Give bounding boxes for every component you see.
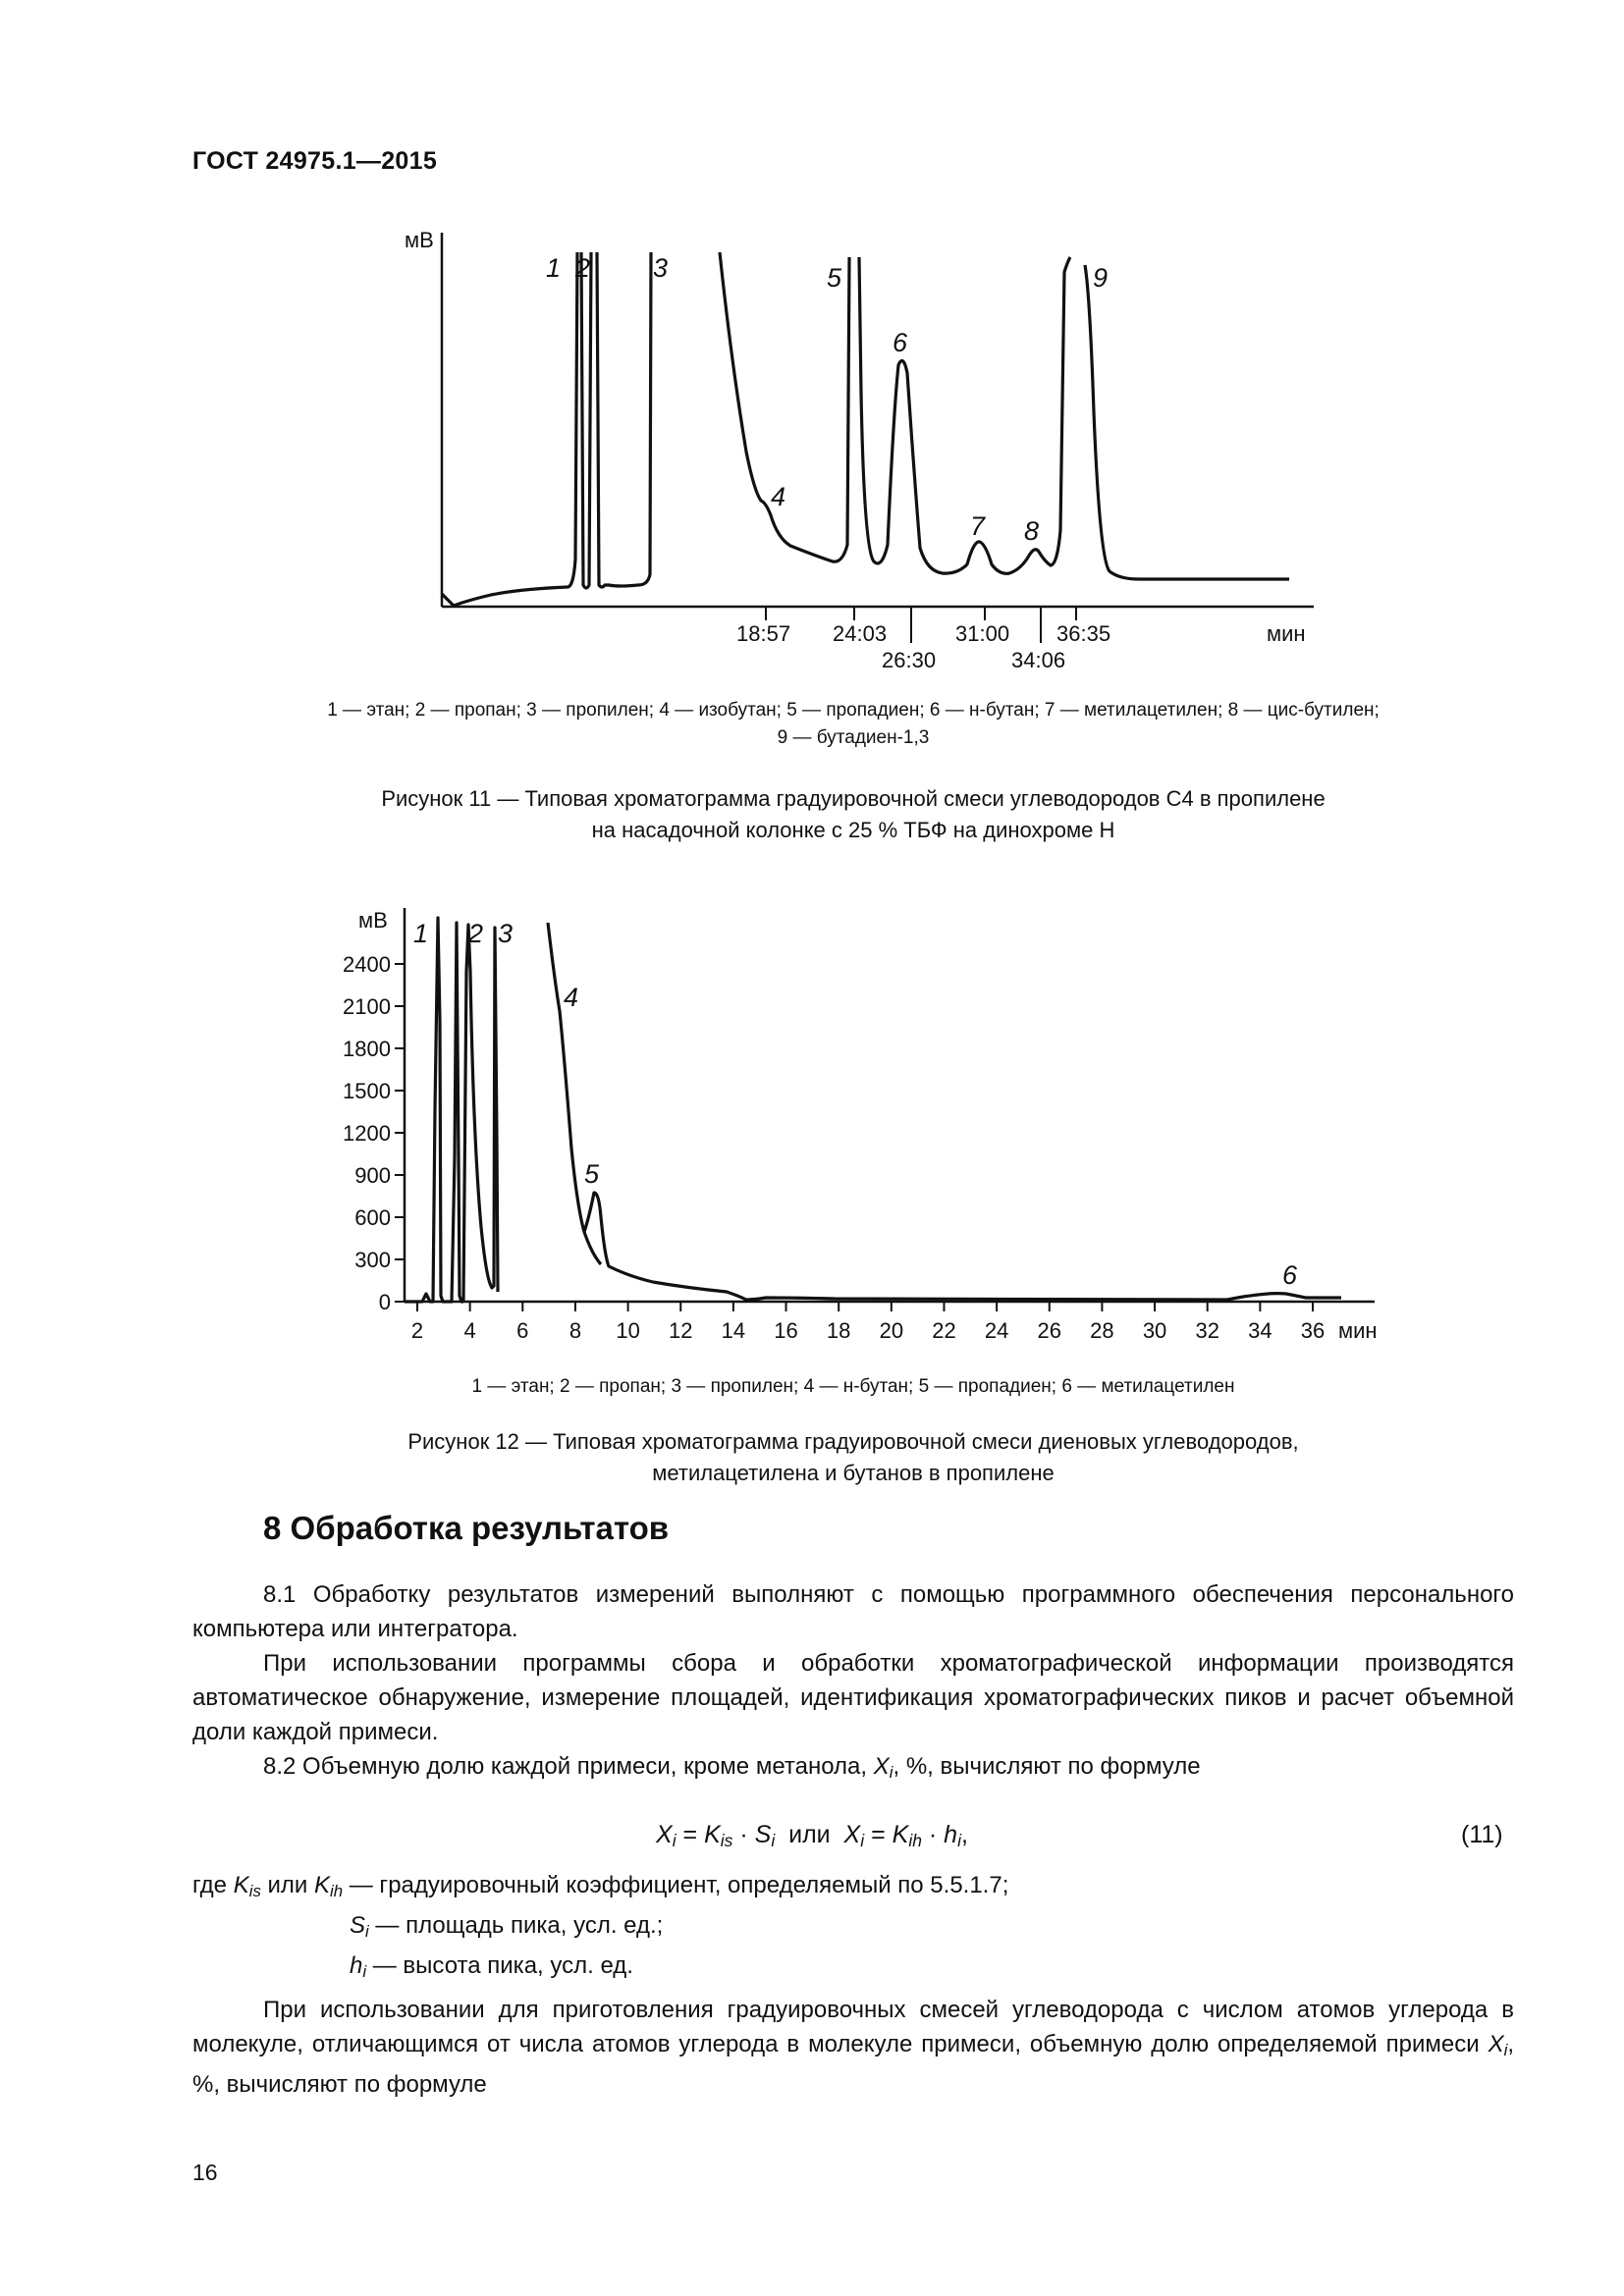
fig12-y-tick-label: 300 [354, 1248, 391, 1272]
def-height: $h_i$ — высота пика, усл. ед. [350, 1952, 633, 1981]
fig12-trace [405, 918, 1341, 1302]
fig12-peak-label-4: 4 [564, 983, 579, 1012]
fig12-x-tick-label: 10 [616, 1318, 640, 1343]
fig12-x-tick-label: 2 [410, 1318, 424, 1343]
fig12-x-unit: мин [1338, 1318, 1378, 1343]
definitions [192, 1868, 1514, 2102]
fig11-y-unit: мВ [405, 228, 434, 252]
fig12-peak-label-6: 6 [1282, 1260, 1298, 1290]
fig12-x-tick-label: 6 [516, 1318, 529, 1343]
fig11-peak-label-3: 3 [653, 253, 669, 283]
fig12-caption-line2: метилацетилена и бутанов в пропилене [652, 1461, 1055, 1485]
fig12-x-tick-label: 16 [774, 1318, 798, 1343]
fig12-x-tick-label: 28 [1090, 1318, 1114, 1343]
fig11-peak-label-9: 9 [1093, 263, 1109, 293]
fig12-x-tick-label: 18 [826, 1318, 851, 1343]
paragraph-8-1: 8.1 Обработку результатов измерений выполняют с помощью программного обеспечения персонального компьютера или интегратора. [192, 1581, 1514, 1642]
fig12-x-tick-label: 32 [1195, 1318, 1219, 1343]
formula-11: $X_i = K_{is} \cdot S_i$ или $X_i = K_{ih} \cdot h_i$, [656, 1821, 968, 1850]
fig12-x-tick-label: 30 [1142, 1318, 1167, 1343]
fig12-x-tick-label: 26 [1037, 1318, 1062, 1343]
fig11-peak-label-4: 4 [771, 482, 786, 511]
fig12-x-tick-label: 22 [932, 1318, 956, 1343]
fig11-caption-line2: на насадочной колонке с 25 % ТБФ на динохроме Н [591, 818, 1115, 842]
fig12-y-tick-label: 1800 [343, 1037, 391, 1061]
paragraph-8-2: 8.2 Объемную долю каждой примеси, кроме метанола, $X_i$, %, вычисляют по формуле [263, 1753, 1201, 1782]
fig11-peak-label-6: 6 [893, 328, 908, 357]
fig12-caption [192, 1426, 1514, 1489]
fig11-peak-label-2: 2 [575, 253, 591, 283]
fig12-x-tick-label: 36 [1300, 1318, 1326, 1343]
page-number: 16 [192, 2160, 218, 2185]
fig12-y-tick-label: 900 [354, 1163, 391, 1188]
def-area: $S_i$ — площадь пика, усл. ед.; [350, 1912, 664, 1941]
fig11-legend-line2: 9 — бутадиен-1,3 [777, 727, 930, 748]
fig11-time-3406: 34:06 [1011, 648, 1066, 672]
fig12-y-unit: мВ [358, 908, 388, 933]
fig12-peak-label-1: 1 [413, 919, 429, 948]
fig11-time-1857: 18:57 [736, 621, 791, 646]
paragraph-software: При использовании программы сбора и обработки хроматографической информации производятся автоматическое обнаружение, измерение площадей, идентификация хроматографических пиков и расчет объемной доли каждой примеси. [192, 1650, 1514, 1745]
fig12-y-tick-label: 1500 [343, 1079, 391, 1103]
fig12-trace-branch [584, 1232, 601, 1264]
fig12-y-tick-label: 2400 [343, 952, 391, 977]
fig12-x-tick-label: 24 [984, 1318, 1009, 1343]
document-header: ГОСТ 24975.1—2015 [192, 147, 438, 175]
fig11-time-3635: 36:35 [1056, 621, 1111, 646]
fig12-y-tick-label: 1200 [343, 1121, 391, 1146]
fig12-y-tick-label: 0 [378, 1290, 391, 1314]
fig12-caption-line1: Рисунок 12 — Типовая хроматограмма градуировочной смеси диеновых углеводородов, [407, 1429, 1299, 1454]
fig12-x-tick-label: 12 [668, 1318, 693, 1343]
fig11-peak-label-7: 7 [970, 511, 986, 541]
fig11-peak-label-8: 8 [1024, 516, 1040, 546]
fig12-x-tick-label: 14 [721, 1318, 746, 1343]
fig12-peak-label-5: 5 [584, 1159, 600, 1189]
fig12-x-tick-label: 34 [1248, 1318, 1272, 1343]
formula-number: (11) [1461, 1821, 1503, 1848]
fig11-legend-line1: 1 — этан; 2 — пропан; 3 — пропилен; 4 — изобутан; 5 — пропадиен; 6 — н-бутан; 7 — метилацетилен; 8 — цис-бутилен; [327, 700, 1380, 721]
fig11-peak-label-1: 1 [546, 253, 562, 283]
def-coefficient: где $K_{is}$ или $K_{ih}$ — градуировочный коэффициент, определяемый по 5.5.1.7; [192, 1872, 1009, 1900]
fig11-time-3100: 31:00 [955, 621, 1010, 646]
fig12-legend: 1 — этан; 2 — пропан; 3 — пропилен; 4 — н-бутан; 5 — пропадиен; 6 — метилацетилен [471, 1376, 1235, 1397]
fig12-peak-label-3: 3 [498, 919, 514, 948]
fig12-y-tick-label: 2100 [343, 994, 391, 1019]
section-body [192, 1577, 1514, 1789]
fig12-x-tick-label: 4 [463, 1318, 476, 1343]
fig12-x-tick-label: 20 [879, 1318, 904, 1343]
fig12-x-tick-label: 8 [568, 1318, 582, 1343]
section-title: 8 Обработка результатов [263, 1510, 670, 1546]
fig11-x-unit: мин [1267, 621, 1306, 646]
fig11-time-2403: 24:03 [833, 621, 888, 646]
fig12-peak-label-2: 2 [468, 919, 484, 948]
fig12-y-tick-label: 600 [354, 1205, 391, 1230]
paragraph-other-carbon: При использовании для приготовления градуировочных смесей углеводорода с числом атомов углерода в молекуле, отличающимся от числа атомов углерода в молекуле примеси, объемную долю определяемой примеси $X_i$, %, вычисляют по формуле [192, 1997, 1515, 2098]
fig11-peak-label-5: 5 [827, 263, 842, 293]
fig11-time-2630: 26:30 [882, 648, 937, 672]
fig11-caption-line1: Рисунок 11 — Типовая хроматограмма градуировочной смеси углеводородов С4 в пропилене [381, 786, 1326, 811]
